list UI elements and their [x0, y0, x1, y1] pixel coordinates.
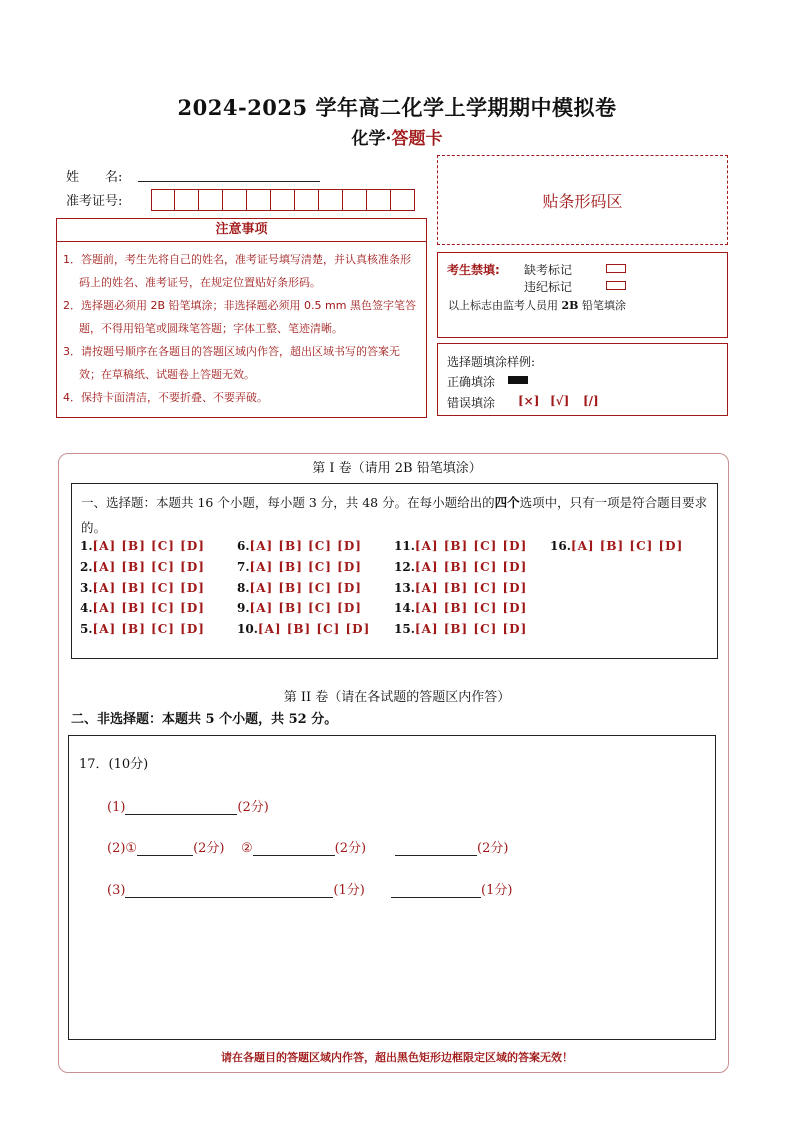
q17-1-label: (1) — [107, 800, 126, 815]
q17-line-3b — [391, 879, 512, 898]
mc-question-number: 7. — [237, 560, 250, 574]
id-digit-box[interactable] — [319, 189, 343, 211]
q17-heading: 17．(10分) — [79, 757, 149, 772]
q17-2b-label: ② — [241, 841, 253, 856]
q17-answer-box[interactable] — [68, 735, 716, 1040]
mc-options[interactable]: [A] [B] [C] [D] — [92, 539, 205, 553]
mc-question-number: 2. — [80, 560, 93, 574]
notice-item: 3．请按题号顺序在各题目的答题区域内作答，超出区域书写的答案无效；在草稿纸、试题卷上答题无效。 — [63, 345, 400, 381]
mc-intro — [81, 490, 709, 540]
mc-options[interactable]: [A] [B] [C] [D] — [92, 560, 205, 574]
mc-options[interactable]: [A] [B] [C] [D] — [414, 622, 528, 636]
id-digit-box[interactable] — [367, 189, 391, 211]
wrong-fill-label: 错误填涂 — [447, 396, 496, 410]
mc-options[interactable]: [A] [B] [C] [D] — [92, 601, 205, 615]
mc-question-number: 4. — [80, 601, 93, 615]
mc-options[interactable]: [A] [B] [C] [D] — [257, 622, 371, 636]
mc-intro-bold: 四个 — [494, 495, 520, 510]
mc-options[interactable]: [A] [B] [C] [D] — [92, 581, 205, 595]
ban-note-bold: 2B — [561, 299, 579, 312]
mc-question — [394, 539, 527, 553]
q17-2b-score: (2分) — [334, 841, 367, 856]
q17-line-2b — [241, 837, 366, 856]
mc-question-number: 12. — [394, 560, 415, 574]
mc-question-number: 9. — [237, 601, 250, 615]
footer-note: 请在各题目的答题区域内作答，超出黑色矩形边框限定区域的答案无效！ — [221, 1051, 573, 1064]
q17-1-blank[interactable] — [125, 800, 237, 815]
mc-options[interactable]: [A] [B] [C] [D] — [249, 581, 362, 595]
q17-3b-score: (1分) — [481, 883, 513, 898]
id-number-boxes[interactable] — [151, 189, 415, 211]
mc-options[interactable]: [A] [B] [C] [D] — [414, 581, 528, 595]
subtitle-subject: 化学· — [351, 129, 392, 149]
wrong-mark-3: [/] — [583, 394, 599, 408]
id-digit-box[interactable] — [343, 189, 367, 211]
ban-label: 考生禁填: — [447, 263, 500, 277]
fill-sample-box — [437, 343, 728, 416]
mc-question — [80, 560, 205, 574]
q17-line-2 — [107, 837, 225, 856]
mc-question — [237, 539, 362, 553]
q17-2a-blank[interactable] — [137, 841, 193, 856]
mc-question-number: 6. — [237, 539, 250, 553]
mc-question-number: 3. — [80, 581, 93, 595]
q17-3a-blank[interactable] — [125, 883, 333, 898]
ban-note-suffix: 铅笔填涂 — [581, 299, 626, 312]
id-digit-box[interactable] — [151, 189, 175, 211]
q17-3-label: (3) — [107, 883, 126, 898]
q17-line-2c — [395, 837, 508, 856]
mc-options[interactable]: [A] [B] [C] [D] — [414, 539, 528, 553]
name-label: 姓 名: — [66, 170, 123, 185]
mc-question-number: 16. — [550, 539, 571, 553]
mc-question-number: 10. — [237, 622, 258, 636]
q17-2-label: (2)① — [107, 841, 138, 856]
q17-2a-score: (2分) — [193, 841, 225, 856]
mc-question — [80, 581, 205, 595]
notice-item: 2．选择题必须用 2B 铅笔填涂；非选择题必须用 0.5 mm 黑色签字笔答题，不得用铅笔或圆珠笔答题；字体工整、笔迹清晰。 — [63, 299, 416, 335]
correct-fill-mark — [508, 376, 528, 384]
name-field[interactable] — [138, 180, 320, 182]
page-title: 2024-2025 学年高二化学上学期期中模拟卷 — [177, 95, 617, 120]
proctor-marks-box — [437, 252, 728, 338]
ban-note-prefix: 以上标志由监考人员用 — [448, 299, 558, 312]
ban-note — [448, 297, 626, 313]
mc-question — [80, 601, 205, 615]
mc-question — [394, 560, 527, 574]
mc-question — [237, 601, 362, 615]
id-digit-box[interactable] — [295, 189, 319, 211]
mc-question — [80, 622, 205, 636]
wrong-mark-2: [√] — [550, 394, 570, 408]
mc-question — [80, 539, 205, 553]
mc-options[interactable]: [A] [B] [C] [D] — [414, 560, 528, 574]
mc-question — [394, 622, 527, 636]
part2-subtitle: 二、非选择题：本题共 5 个小题，共 52 分。 — [71, 712, 338, 727]
mc-question — [394, 601, 527, 615]
mc-question-number: 14. — [394, 601, 415, 615]
mc-question — [394, 581, 527, 595]
mc-options[interactable]: [A] [B] [C] [D] — [414, 601, 528, 615]
q17-1-score: (2分) — [237, 800, 269, 815]
mc-question-number: 11. — [394, 539, 415, 553]
mc-question-number: 8. — [237, 581, 250, 595]
absent-mark-box[interactable] — [606, 264, 626, 273]
mc-question — [550, 539, 683, 553]
mc-intro-suffix: 选项中，只有一项是符合题目要求的。 — [81, 495, 708, 535]
subtitle-card: 答题卡 — [391, 129, 443, 149]
mc-intro-prefix: 一、选择题：本题共 16 个小题，每小题 3 分，共 48 分。在每小题给出的 — [81, 495, 495, 510]
id-digit-box[interactable] — [391, 189, 415, 211]
absent-label: 缺考标记 — [524, 263, 573, 277]
mc-options[interactable]: [A] [B] [C] [D] — [570, 539, 684, 553]
mc-question-number: 5. — [80, 622, 93, 636]
q17-line-1 — [107, 796, 269, 815]
id-label: 准考证号: — [66, 194, 123, 209]
notice-item: 4．保持卡面清洁，不要折叠、不要弄破。 — [63, 391, 268, 404]
q17-2b-blank[interactable] — [253, 841, 335, 856]
mc-question-number: 15. — [394, 622, 415, 636]
sample-title: 选择题填涂样例: — [447, 355, 536, 369]
id-digit-box[interactable] — [247, 189, 271, 211]
multiple-choice-box — [71, 483, 718, 659]
mc-options[interactable]: [A] [B] [C] [D] — [249, 560, 362, 574]
q17-line-3 — [107, 879, 365, 898]
q17-3a-score: (1分) — [333, 883, 365, 898]
mc-question — [237, 581, 362, 595]
barcode-area: 贴条形码区 — [437, 155, 728, 245]
q17-2c-score: (2分) — [477, 841, 509, 856]
part1-title: 第 I 卷（请用 2B 铅笔填涂） — [312, 461, 482, 476]
part2-title: 第 II 卷（请在各试题的答题区内作答） — [283, 690, 511, 705]
q17-3b-blank[interactable] — [391, 883, 481, 898]
id-digit-box[interactable] — [175, 189, 199, 211]
q17-2c-blank[interactable] — [395, 841, 477, 856]
mc-question — [237, 622, 370, 636]
violation-mark-box[interactable] — [606, 281, 626, 290]
mc-options[interactable]: [A] [B] [C] [D] — [249, 539, 362, 553]
id-digit-box[interactable] — [199, 189, 223, 211]
wrong-mark-1: [×] — [518, 394, 540, 408]
mc-options[interactable]: [A] [B] [C] [D] — [92, 622, 205, 636]
mc-options[interactable]: [A] [B] [C] [D] — [249, 601, 362, 615]
mc-question — [237, 560, 362, 574]
mc-question-number: 13. — [394, 581, 415, 595]
mc-question-number: 1. — [80, 539, 93, 553]
notice-item: 1．答题前，考生先将自己的姓名，准考证号填写清楚，并认真核准条形码上的姓名、准考证号，在规定位置贴好条形码。 — [63, 253, 411, 289]
violation-label: 违纪标记 — [524, 280, 573, 294]
page-subtitle — [0, 124, 794, 149]
id-digit-box[interactable] — [223, 189, 247, 211]
notice-heading: 注意事项 — [56, 218, 427, 242]
correct-fill-label: 正确填涂 — [447, 375, 496, 389]
id-digit-box[interactable] — [271, 189, 295, 211]
notice-body — [56, 242, 427, 418]
